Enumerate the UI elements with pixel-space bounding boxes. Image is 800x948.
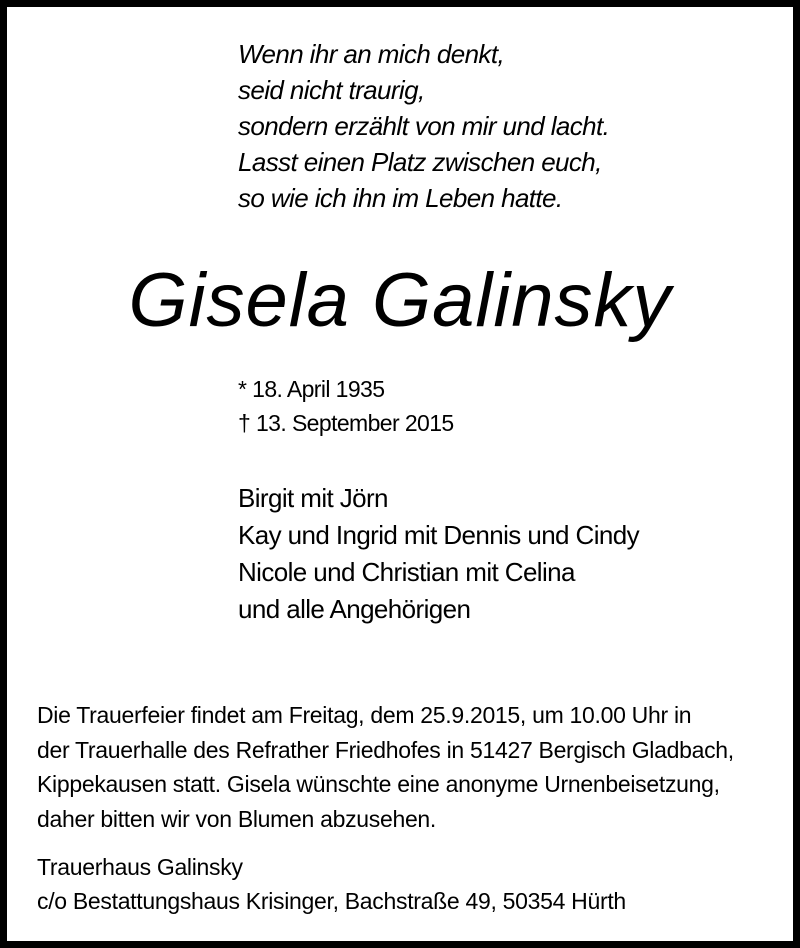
contact-line: c/o Bestattungshaus Krisinger, Bachstraße 49, 50354 Hürth — [37, 888, 626, 914]
ceremony-line: Die Trauerfeier findet am Freitag, dem 25.9.2015, um 10.00 Uhr in — [37, 702, 692, 728]
ceremony-line: daher bitten wir von Blumen abzusehen. — [37, 805, 437, 832]
ceremony-line: der Trauerhalle des Refrather Friedhofes in 51427 Bergisch Gladbach, — [37, 736, 734, 763]
poem-block — [238, 36, 609, 216]
mourners-list — [238, 480, 639, 628]
mourner-line: Birgit mit Jörn — [238, 483, 388, 513]
mourner-line: Nicole und Christian mit Celina — [238, 557, 575, 587]
ceremony-line: Kippekausen statt. Gisela wünschte eine anonyme Urnenbeisetzung, — [37, 771, 720, 797]
mourner-line: Kay und Ingrid mit Dennis und Cindy — [238, 520, 640, 550]
deceased-name: Gisela Galinsky — [128, 258, 672, 343]
birth-date: * 18. April 1935 — [238, 376, 385, 402]
poem-line: sondern erzählt von mir und lacht. — [238, 111, 610, 141]
contact-line: Trauerhaus Galinsky — [37, 854, 243, 880]
contact-address — [37, 850, 626, 918]
ceremony-info — [37, 698, 734, 836]
death-date: † 13. September 2015 — [238, 410, 454, 436]
poem-line: Wenn ihr an mich denkt, — [238, 39, 505, 69]
life-dates — [238, 372, 454, 440]
poem-line: seid nicht traurig, — [238, 75, 425, 105]
poem-line: Lasst einen Platz zwischen euch, — [238, 147, 602, 177]
mourner-line: und alle Angehörigen — [238, 594, 471, 624]
poem-line: so wie ich ihn im Leben hatte. — [238, 183, 563, 213]
